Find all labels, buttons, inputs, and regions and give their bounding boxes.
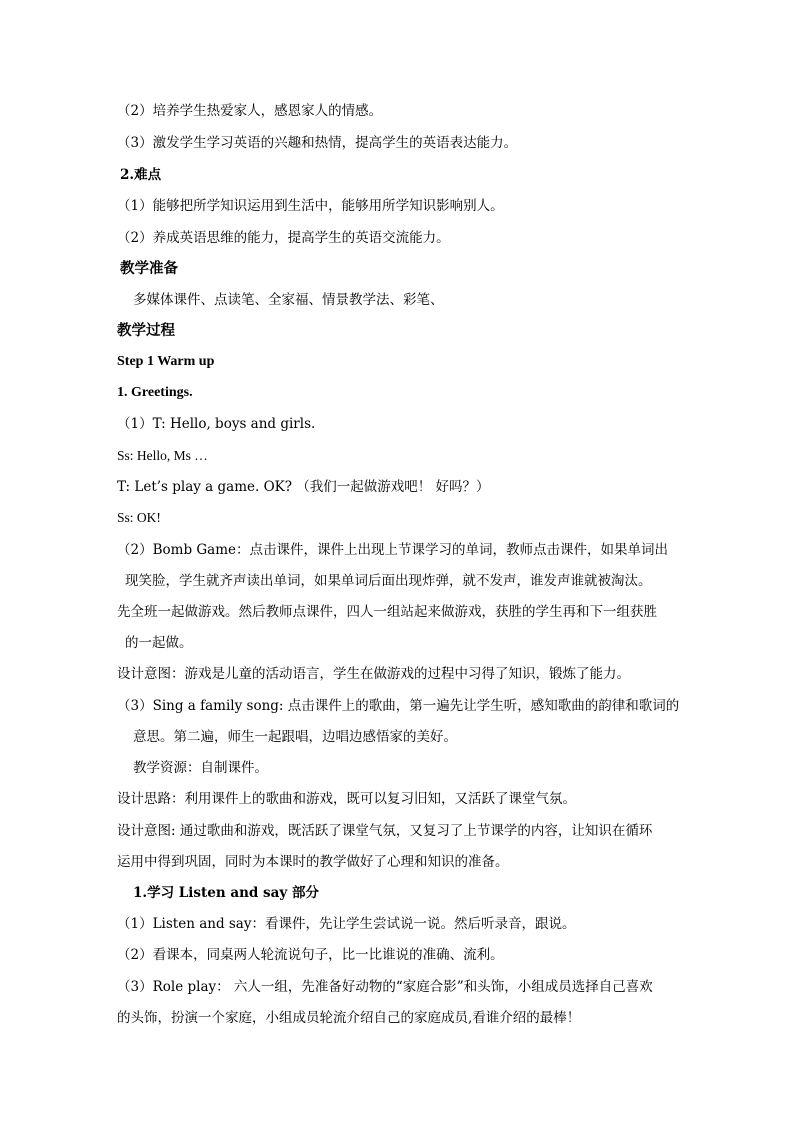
section-heading-preparation: 教学准备 <box>120 260 178 277</box>
activity-line: 的一起做。 <box>125 635 193 651</box>
activity-line: 先全班一起做游戏。然后教师点课件，四人一组站起来做游戏，获胜的学生再和下一组获胜 <box>117 604 657 620</box>
section-heading-difficulties: 2.难点 <box>120 167 162 183</box>
activity-line: 的头饰，扮演一个家庭，小组成员轮流介绍自己的家庭成员,看谁介绍的最棒！ <box>117 1010 581 1026</box>
design-idea-line: 设计思路：利用课件上的歌曲和游戏，既可以复习旧知，又活跃了课堂气氛。 <box>117 791 576 807</box>
activity-line: （1）Listen and say：看课件，先让学生尝试说一说。然后听录音，跟说。 <box>117 916 576 932</box>
design-intent-line: 运用中得到巩固，同时为本课时的教学做好了心理和知识的准备。 <box>117 854 509 870</box>
dialogue-line: Ss: OK! <box>117 510 161 525</box>
difficulty-line: （1）能够把所学知识运用到生活中，能够用所学知识影响别人。 <box>117 198 504 214</box>
activity-line: （3）Role play： 六人一组，先准备好动物的“家庭合影”和头饰，小组成员选择自己喜欢 <box>117 979 653 995</box>
difficulty-line: （2）养成英语思维的能力，提高学生的英语交流能力。 <box>117 230 450 246</box>
subheading-listen-and-say: 1.学习 Listen and say 部分 <box>133 885 319 901</box>
objective-line: （2）培养学生热爱家人，感恩家人的情感。 <box>117 103 383 119</box>
activity-line: （3）Sing a family song: 点击课件上的歌曲，第一遍先让学生听，感知歌曲的韵律和歌词的 <box>117 698 680 714</box>
dialogue-line: T: Let’s play a game. OK? （我们一起做游戏吧！ 好吗？） <box>117 479 490 495</box>
step-heading: Step 1 Warm up <box>117 354 215 369</box>
design-intent-line: 设计意图: 通过歌曲和游戏，既活跃了课堂气氛，又复习了上节课学的内容，让知识在循环 <box>117 823 653 839</box>
design-intent-line: 设计意图：游戏是儿童的活动语言，学生在做游戏的过程中习得了知识，锻炼了能力。 <box>117 666 630 682</box>
subheading-greetings: 1. Greetings. <box>117 385 193 400</box>
activity-line: （2）看课本，同桌两人轮流说句子，比一比谁说的准确、流利。 <box>117 947 504 963</box>
activity-line: （2）Bomb Game：点击课件，课件上出现上节课学习的单词，教师点击课件，如果单词出 <box>117 542 668 558</box>
dialogue-line: （1）T: Hello, boys and girls. <box>117 416 316 432</box>
activity-line: 意思。第二遍，师生一起跟唱，边唱边感悟家的美好。 <box>133 729 457 745</box>
resource-line: 教学资源：自制课件。 <box>133 760 268 776</box>
activity-line: 现笑脸，学生就齐声读出单词，如果单词后面出现炸弹，就不发声，谁发声谁就被淘汰。 <box>125 573 652 589</box>
objective-line: （3）激发学生学习英语的兴趣和热情，提高学生的英语表达能力。 <box>117 135 518 151</box>
section-heading-process: 教学过程 <box>117 322 175 339</box>
preparation-text: 多媒体课件、点读笔、全家福、情景教学法、彩笔、 <box>133 292 444 308</box>
dialogue-line: Ss: Hello, Ms … <box>117 448 208 463</box>
